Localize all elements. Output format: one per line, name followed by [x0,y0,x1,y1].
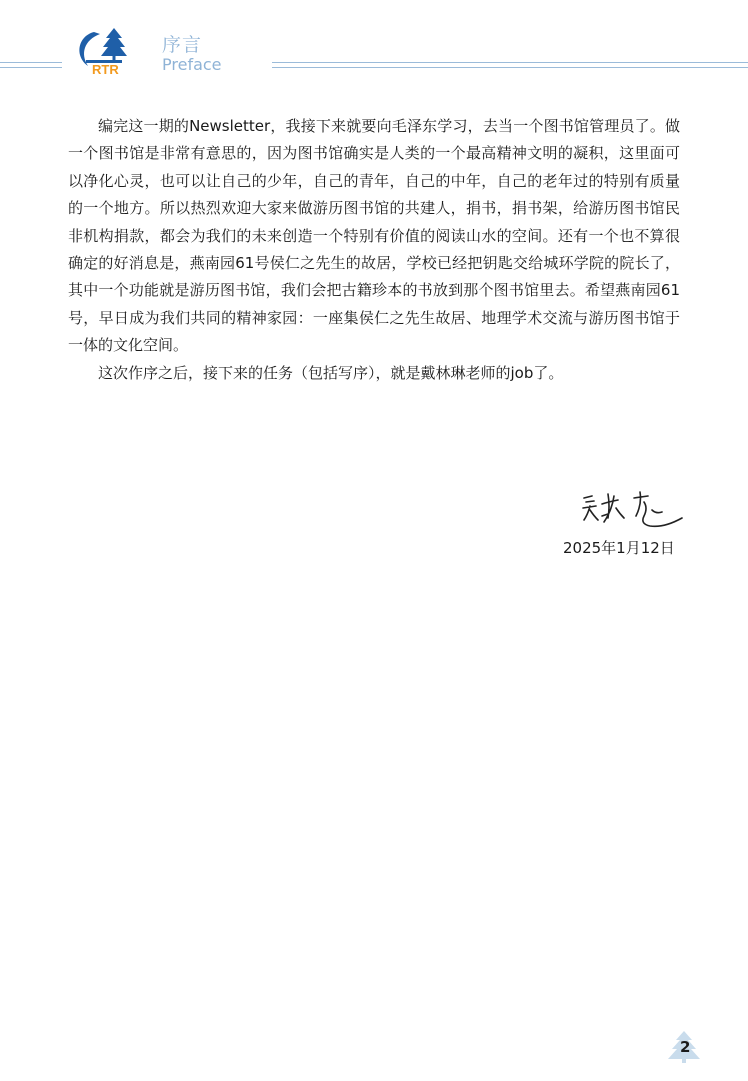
header-rule-right [272,62,748,68]
section-title-cn: 序言 [162,34,203,56]
paragraph: 编完这一期的Newsletter，我接下来就要向毛泽东学习，去当一个图书馆管理员了。做一个图书馆是非常有意思的，因为图书馆确实是人类的一个最高精神文明的凝积，这里面可以净化心灵，也可以让自己的少年，自己的青年，自己的中年，自己的老年过的特别有质量的一个地方。所以热烈欢迎大家来做游历图书馆的共建人，捐书，捐书架，给游历图书馆民非机构捐款，都会为我们的未来创造一个特别有价值的阅读山水的空间。还有一个也不算很确定的好消息是，燕南园61号侯仁之先生的故居，学校已经把钥匙交给城环学院的院长了，其中一个功能就是游历图书馆，我们会把古籍珍本的书放到那个图书馆里去。希望燕南园61号，早日成为我们共同的精神家园：一座集侯仁之先生故居、地理学术交流与游历图书馆于一体的文化空间。 [68,117,680,355]
handwritten-signature [578,488,688,538]
section-title-en: Preface [162,55,222,74]
paragraph: 这次作序之后，接下来的任务（包括写序），就是戴林琳老师的job了。 [98,363,564,382]
header-rule-left [0,62,62,68]
preface-body [68,113,680,387]
signature-date: 2025年1月12日 [563,539,675,557]
page-number: 2 [680,1038,691,1056]
logo-text: RTR [92,62,119,76]
page-header [0,0,748,90]
rtr-logo [72,26,144,76]
